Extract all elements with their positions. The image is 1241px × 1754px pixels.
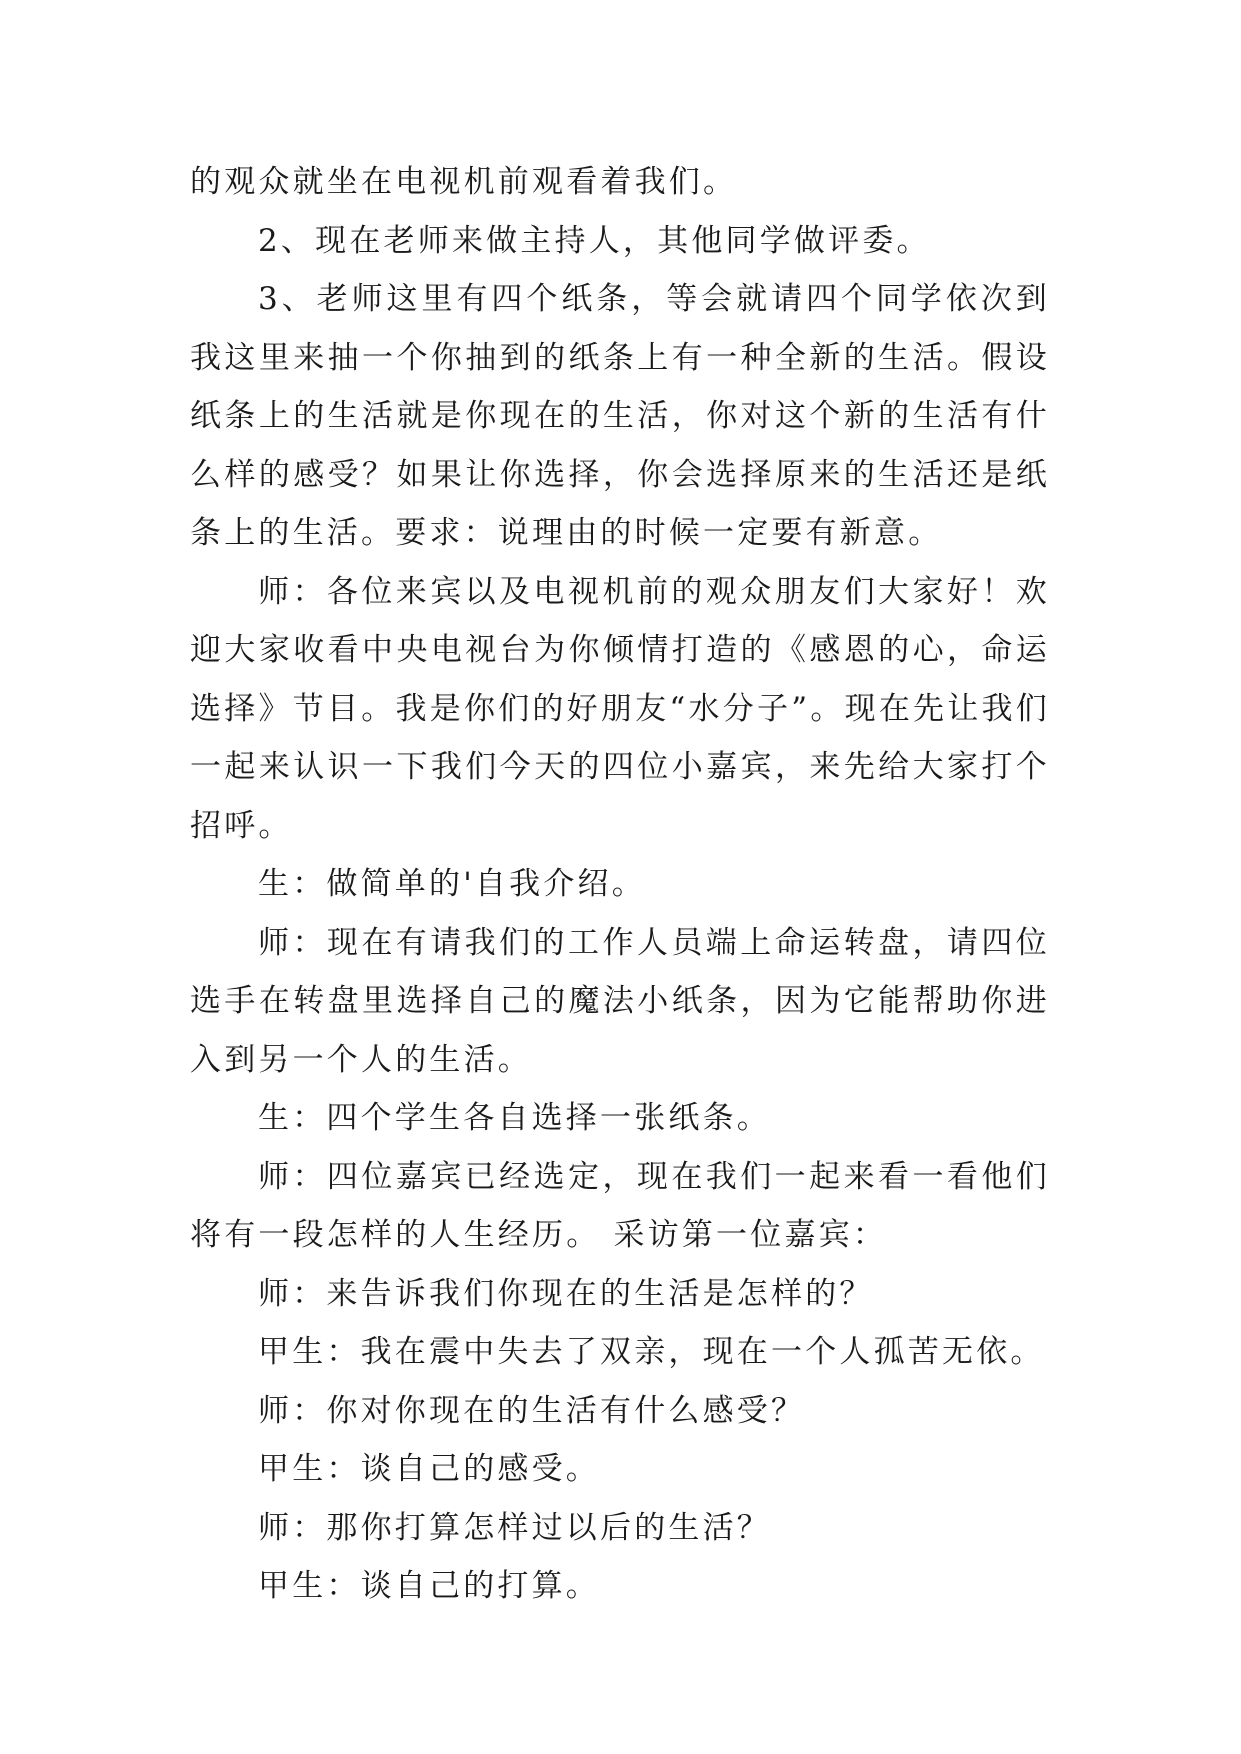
paragraph: 的观众就坐在电视机前观看着我们。 xyxy=(190,164,738,200)
paragraph: 2、现在老师来做主持人，其他同学做评委。 xyxy=(258,222,931,259)
paragraph: 甲生：我在震中失去了双亲，现在一个人孤苦无依。 xyxy=(258,1334,1045,1370)
paragraph: 师：那你打算怎样过以后的生活？ xyxy=(258,1509,771,1546)
paragraph: 甲生：谈自己的打算。 xyxy=(258,1568,600,1604)
paragraph: 师：现在有请我们的工作人员端上命运转盘，请四位选手在转盘里选择自己的魔法小纸条，因为它能帮助你进入到另一个人的生活。 xyxy=(190,924,1050,1078)
paragraph: 师：各位来宾以及电视机前的观众朋友们大家好！欢迎大家收看中央电视台为你倾情打造的《感恩的心，命运选择》节目。我是你们的好朋友“水分子”。现在先让我们一起来认识一下我们今天的四位小嘉宾，来先给大家打个招呼。 xyxy=(190,573,1050,844)
paragraph: 生：四个学生各自选择一张纸条。 xyxy=(258,1100,771,1136)
document-body xyxy=(190,153,1050,1616)
paragraph: 师：来告诉我们你现在的生活是怎样的？ xyxy=(258,1275,874,1312)
paragraph: 师：四位嘉宾已经选定，现在我们一起来看一看他们将有一段怎样的人生经历。 采访第一位嘉宾： xyxy=(190,1158,1050,1253)
paragraph: 生：做简单的'自我介绍。 xyxy=(258,866,646,902)
paragraph: 师：你对你现在的生活有什么感受？ xyxy=(258,1392,806,1429)
paragraph: 3、老师这里有四个纸条，等会就请四个同学依次到我这里来抽一个你抽到的纸条上有一种全新的生活。假设纸条上的生活就是你现在的生活，你对这个新的生活有什么样的感受？如果让你选择，你会选择原来的生活还是纸条上的生活。要求：说理由的时候一定要有新意。 xyxy=(190,281,1050,551)
paragraph: 甲生：谈自己的感受。 xyxy=(258,1451,600,1487)
